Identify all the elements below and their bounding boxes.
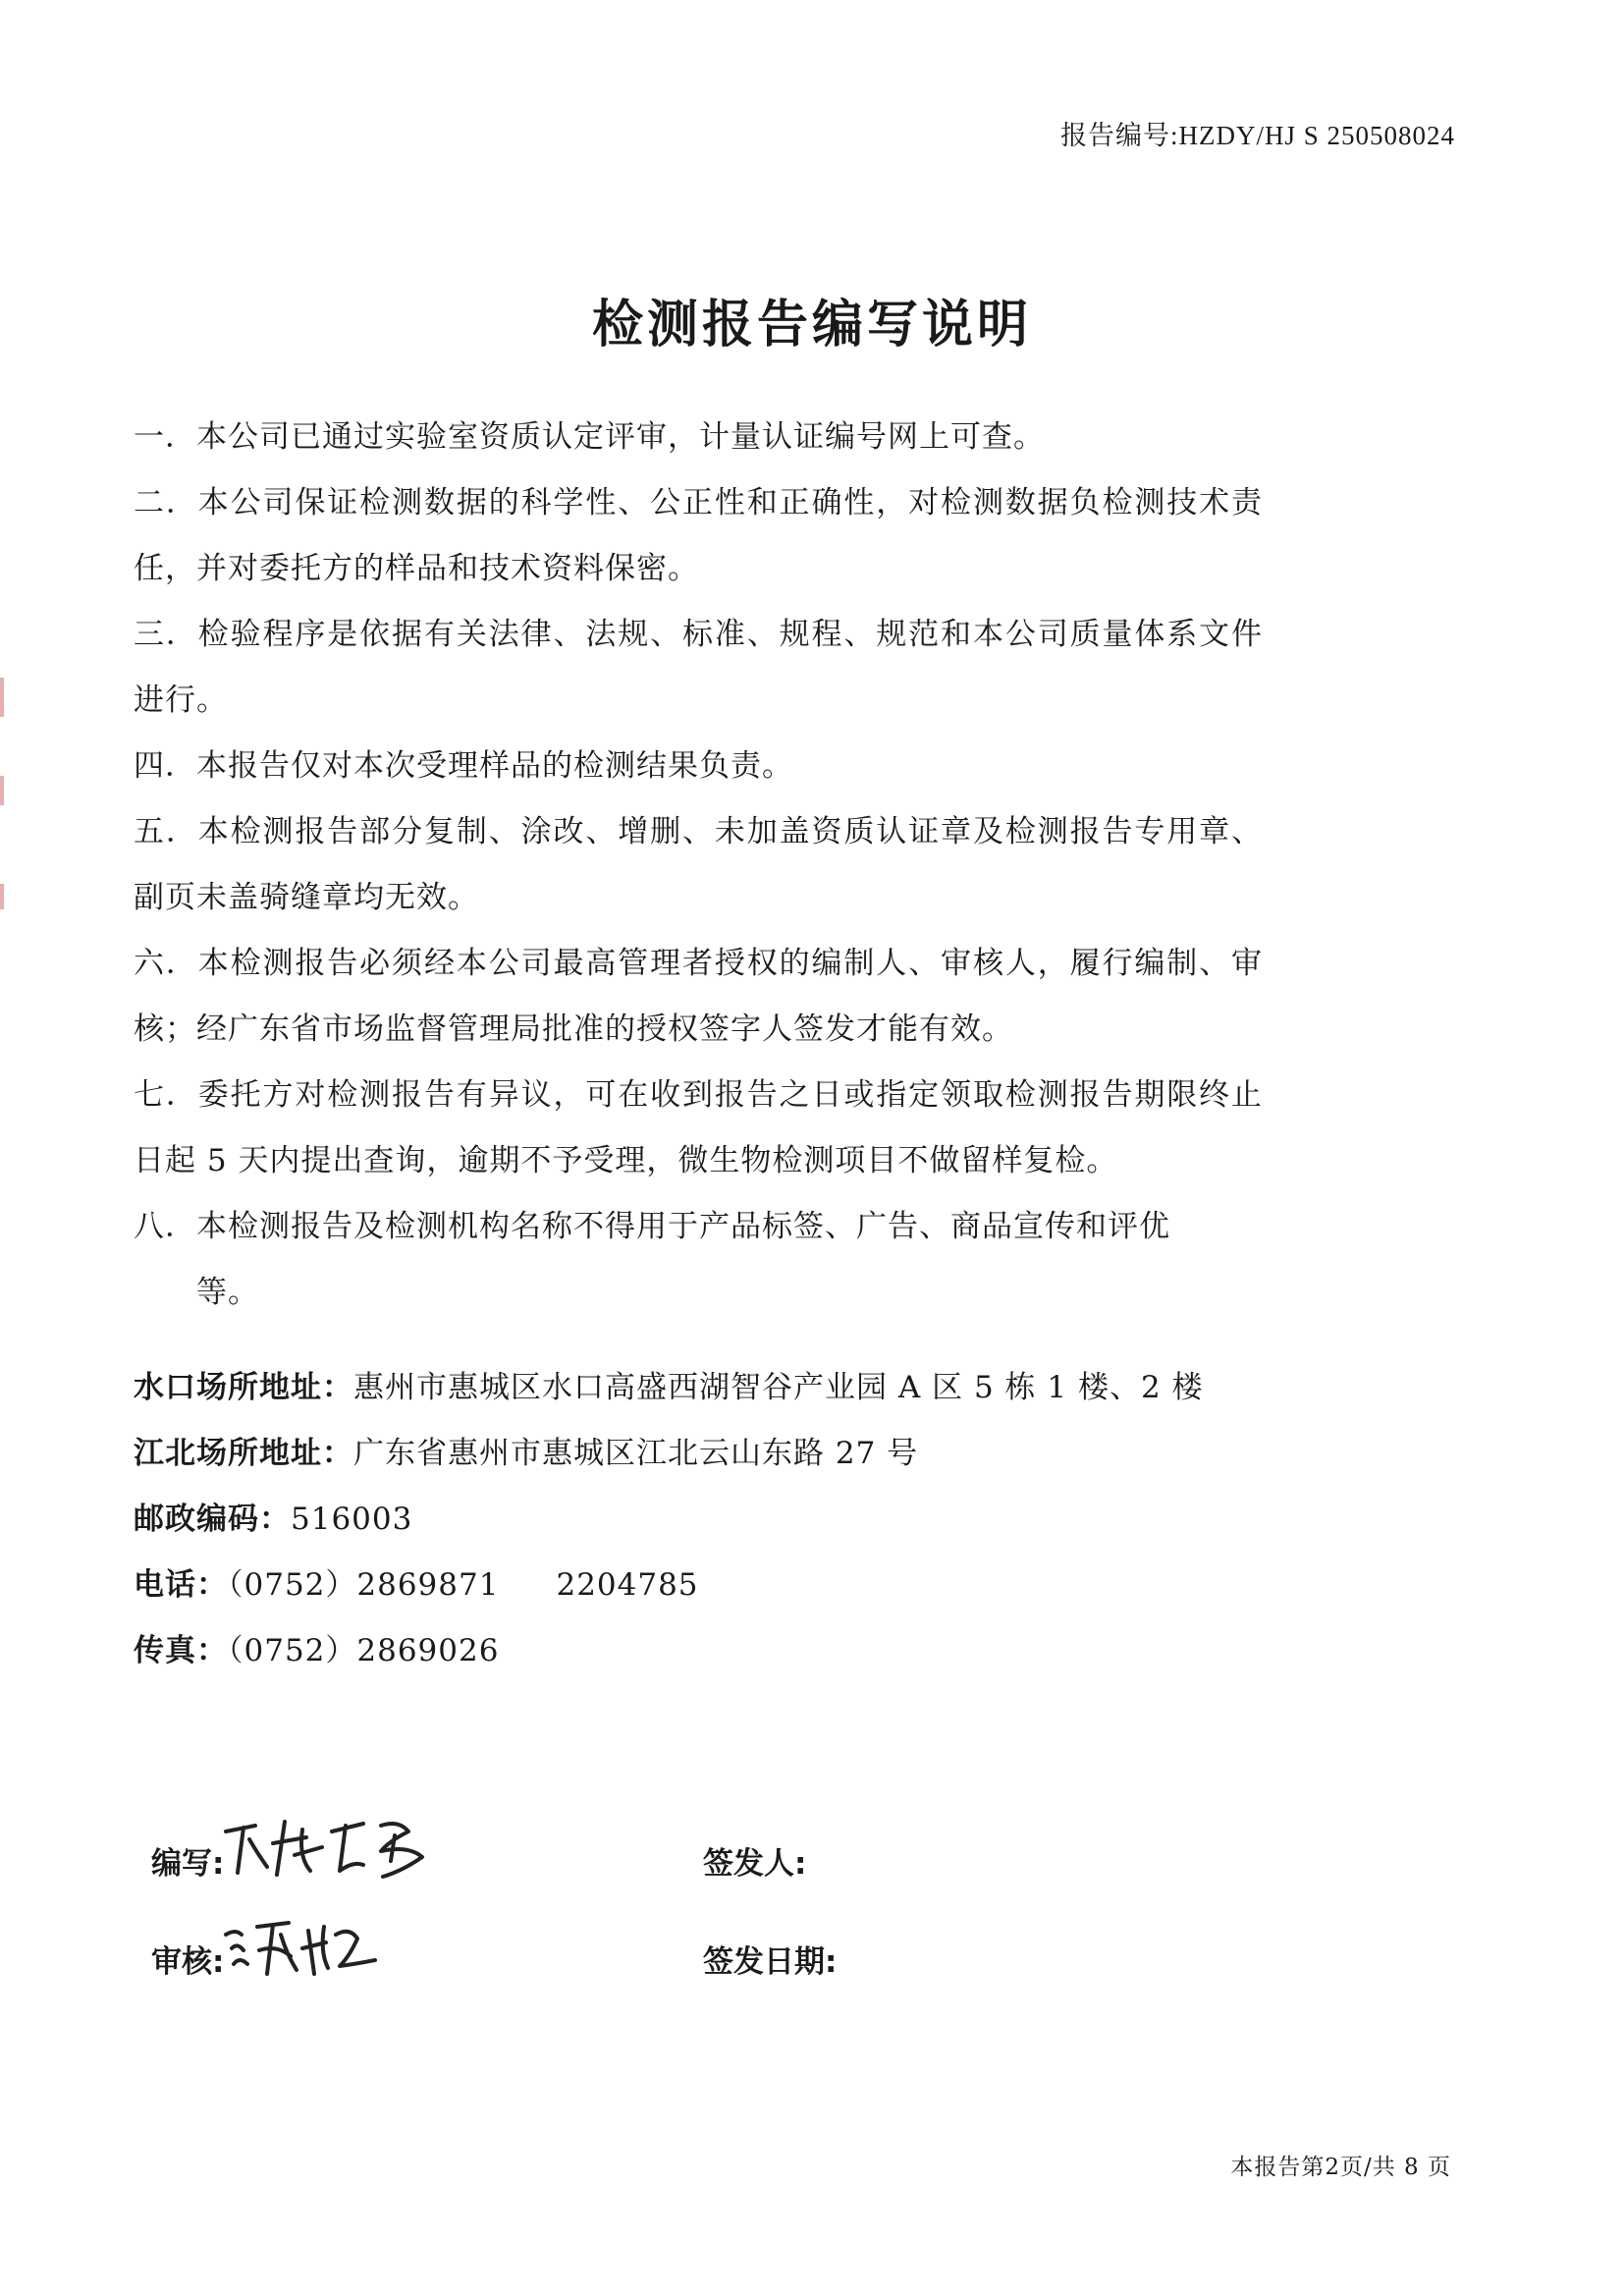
issuer-label: 签发人: [703,1846,807,1882]
reviewer-signature [218,1905,385,1984]
fax-label: 传真： [134,1633,228,1668]
postcode-label: 邮政编码： [134,1502,291,1537]
scan-margin-mark [0,776,4,805]
shuikou-address-label: 水口场所地址： [134,1370,353,1405]
jiangbei-address-value: 广东省惠州市惠城区江北云山东路 27 号 [353,1436,919,1471]
compiler-label: 编写: [151,1846,225,1882]
phone-value-1: （0752）2869871 [228,1567,500,1603]
note-item-4: 四．本报告仅对本次受理样品的检测结果负责。 [134,748,793,784]
compiler-signature [216,1802,442,1890]
jiangbei-address-row [134,1421,1204,1487]
issue-date-label: 签发日期: [703,1944,838,1980]
phone-value-2: 2204785 [556,1567,699,1603]
shuikou-address-row [134,1355,1204,1421]
reviewer-label: 审核: [151,1944,225,1980]
page-title: 检测报告编写说明 [591,296,1032,355]
phone-row [134,1553,1204,1618]
phone-label: 电话： [134,1567,228,1603]
fax-value: （0752）2869026 [228,1633,500,1668]
note-item-1: 一．本公司已通过实验室资质认定评审，计量认证编号网上可查。 [134,419,1045,455]
note-item-3: 三．检验程序是依据有关法律、法规、标准、规程、规范和本公司质量体系文件进行。 [134,617,1263,718]
jiangbei-address-label: 江北场所地址： [134,1436,353,1471]
scan-margin-mark [0,678,4,717]
note-item-6: 六．本检测报告必须经本公司最高管理者授权的编制人、审核人，履行编制、审核；经广东省市场监督管理局批准的授权签字人签发才能有效。 [134,946,1263,1047]
report-number: 报告编号:HZDY/HJ S 250508024 [1059,121,1455,150]
note-item-8-continuation: 等。 [196,1275,259,1310]
note-item-8: 八．本检测报告及检测机构名称不得用于产品标签、广告、商品宣传和评优 [134,1209,1170,1244]
shuikou-address-value: 惠州市惠城区水口高盛西湖智谷产业园 A 区 5 栋 1 楼、2 楼 [353,1370,1204,1405]
contact-block [134,1355,1204,1684]
page-info: 本报告第2页/共 8 页 [1230,2155,1451,2180]
note-item-7: 七．委托方对检测报告有异议，可在收到报告之日或指定领取检测报告期限终止日起 5 天内提出查询，逾期不予受理，微生物检测项目不做留样复检。 [134,1077,1263,1178]
fax-row [134,1618,1204,1684]
note-item-5: 五．本检测报告部分复制、涂改、增删、未加盖资质认证章及检测报告专用章、副页未盖骑缝章均无效。 [134,814,1263,915]
postcode-value: 516003 [291,1502,413,1537]
note-item-2: 二．本公司保证检测数据的科学性、公正性和正确性，对检测数据负检测技术责任，并对委托方的样品和技术资料保密。 [134,485,1263,586]
scan-margin-mark [0,884,4,909]
postcode-row [134,1487,1204,1553]
notes-list [134,405,1263,1326]
